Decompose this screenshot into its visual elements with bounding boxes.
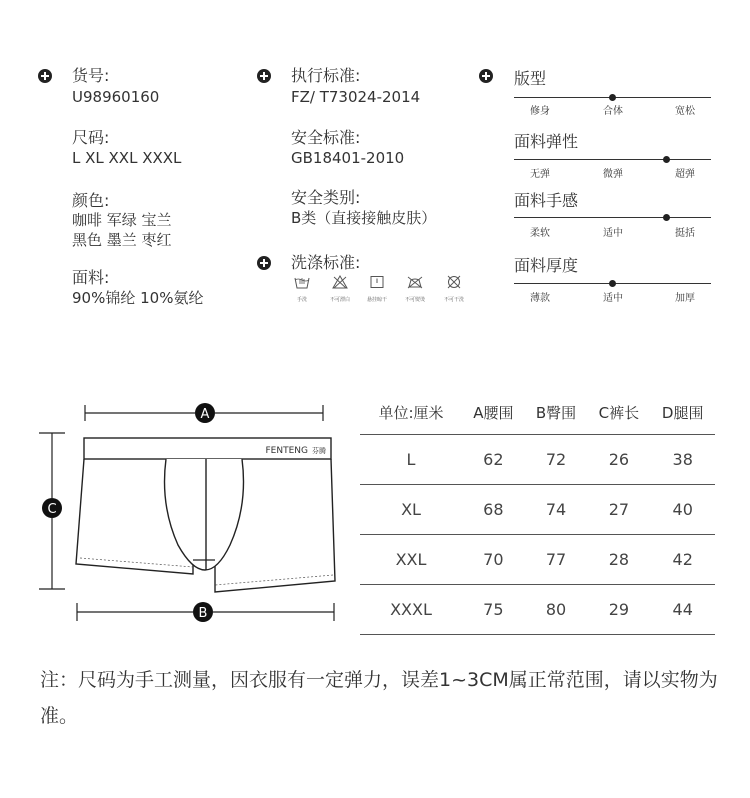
wash-caption: 不可漂白 xyxy=(329,297,351,303)
no-bleach-icon xyxy=(332,275,348,289)
safety-category-value: B类（直接接触皮肤） xyxy=(291,209,437,227)
exec-standard-value: FZ/ T73024-2014 xyxy=(291,88,421,106)
waist-cell: 70 xyxy=(462,535,525,585)
marker-b: B xyxy=(198,606,208,621)
table-row xyxy=(360,435,715,485)
table-row xyxy=(360,535,715,585)
brand-label-cn: 芬腾 xyxy=(312,447,326,455)
size-label: 尺码: xyxy=(72,128,110,147)
scale-line xyxy=(514,159,711,160)
scale-level-dot xyxy=(609,94,616,101)
hand-wash-icon xyxy=(294,275,310,289)
waist-cell: 62 xyxy=(462,435,525,485)
leg-cell: 38 xyxy=(650,435,715,485)
plus-bullet-icon xyxy=(257,256,271,270)
scale-tick: 超弹 xyxy=(675,169,695,180)
waist-cell: 68 xyxy=(462,485,525,535)
safety-standard-label: 安全标准: xyxy=(291,128,361,147)
scale-tick: 挺括 xyxy=(675,228,695,239)
sku-value: U98960160 xyxy=(72,88,160,106)
marker-a: A xyxy=(200,407,210,422)
leg-cell: 44 xyxy=(650,585,715,635)
safety-category-label: 安全类别: xyxy=(291,188,361,207)
scale-tick: 修身 xyxy=(530,106,550,117)
scale-tick: 柔软 xyxy=(530,228,550,239)
brand-label: FENTENG xyxy=(265,446,308,456)
wash-caption: 不可熨烫 xyxy=(404,297,426,303)
length-cell: 28 xyxy=(587,535,650,585)
fabric-label: 面料: xyxy=(72,268,110,287)
size-cell: L xyxy=(360,435,462,485)
size-table xyxy=(360,390,715,635)
size-cell: XXL xyxy=(360,535,462,585)
hip-cell: 72 xyxy=(525,435,588,485)
scale-line xyxy=(514,217,711,218)
wash-caption: 不可干洗 xyxy=(443,297,465,303)
wash-caption: 手洗 xyxy=(296,297,308,303)
color-value-line-2: 黑色 墨兰 枣红 xyxy=(72,231,172,249)
wash-caption: 悬挂晾干 xyxy=(366,297,388,303)
scale-level-dot xyxy=(663,214,670,221)
table-header-row xyxy=(360,390,715,435)
scale-tick: 适中 xyxy=(603,228,623,239)
size-cell: XL xyxy=(360,485,462,535)
scale-tick: 合体 xyxy=(603,106,623,117)
no-dry-clean-icon xyxy=(446,275,462,289)
scale-tick: 微弹 xyxy=(603,169,623,180)
scale-level-dot xyxy=(663,156,670,163)
hang-dry-icon xyxy=(369,275,385,289)
hip-cell: 74 xyxy=(525,485,588,535)
leg-cell: 42 xyxy=(650,535,715,585)
header-waist: A腰围 xyxy=(462,390,525,435)
marker-c: C xyxy=(47,502,57,517)
fabric-value: 90%锦纶 10%氨纶 xyxy=(72,289,204,307)
length-cell: 26 xyxy=(587,435,650,485)
briefs-measurement-diagram xyxy=(30,395,350,630)
waist-cell: 75 xyxy=(462,585,525,635)
scale-title-thickness: 面料厚度 xyxy=(514,256,579,275)
leg-cell: 40 xyxy=(650,485,715,535)
safety-standard-value: GB18401-2010 xyxy=(291,149,405,167)
header-length: C裤长 xyxy=(587,390,650,435)
sku-label: 货号: xyxy=(72,66,110,85)
scale-level-dot xyxy=(609,280,616,287)
hip-cell: 80 xyxy=(525,585,588,635)
wash-standard-label: 洗涤标准: xyxy=(291,253,361,272)
scale-tick: 无弹 xyxy=(530,169,550,180)
scale-tick: 适中 xyxy=(603,293,623,304)
size-value: L XL XXL XXXL xyxy=(72,149,182,167)
no-iron-icon xyxy=(407,275,423,289)
color-label: 颜色: xyxy=(72,191,110,210)
scale-tick: 宽松 xyxy=(675,106,695,117)
scale-title-hand-feel: 面料手感 xyxy=(514,191,579,210)
header-hip: B臀围 xyxy=(525,390,588,435)
exec-standard-label: 执行标准: xyxy=(291,66,361,85)
plus-bullet-icon xyxy=(479,69,493,83)
length-cell: 29 xyxy=(587,585,650,635)
scale-title-fit: 版型 xyxy=(514,69,547,88)
header-leg: D腿围 xyxy=(650,390,715,435)
measurement-note: 注：尺码为手工测量，因衣服有一定弹力，误差1~3CM属正常范围，请以实物为准。 xyxy=(40,669,718,727)
size-cell: XXXL xyxy=(360,585,462,635)
color-value-line-1: 咖啡 军绿 宝兰 xyxy=(72,211,172,229)
plus-bullet-icon xyxy=(257,69,271,83)
length-cell: 27 xyxy=(587,485,650,535)
scale-tick: 加厚 xyxy=(675,293,695,304)
hip-cell: 77 xyxy=(525,535,588,585)
table-row xyxy=(360,585,715,635)
header-unit: 单位:厘米 xyxy=(360,390,462,435)
plus-bullet-icon xyxy=(38,69,52,83)
scale-title-elasticity: 面料弹性 xyxy=(514,132,579,151)
table-row xyxy=(360,485,715,535)
scale-tick: 薄款 xyxy=(530,293,550,304)
